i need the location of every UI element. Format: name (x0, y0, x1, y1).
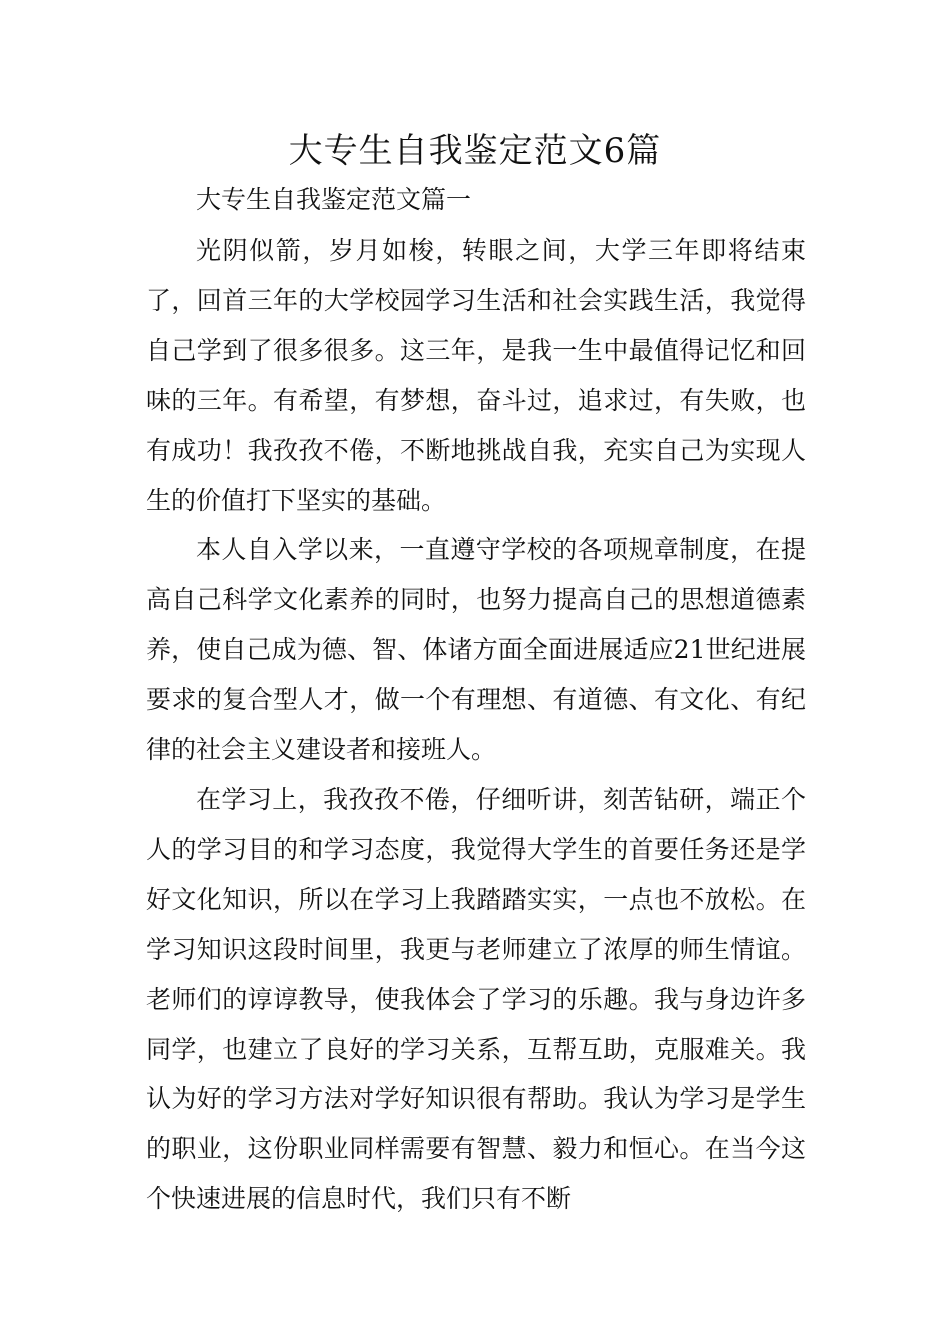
document-body (146, 226, 806, 1224)
document-title: 大专生自我鉴定范文6篇 (288, 131, 662, 171)
paragraph-2: 本人自入学以来，一直遵守学校的各项规章制度，在提高自己科学文化素养的同时，也努力提高自己的思想道德素养，使自己成为德、智、体诸方面全面进展适应21世纪进展要求的复合型人才，做一个有理想、有道德、有文化、有纪律的社会主义建设者和接班人。 (146, 535, 806, 765)
paragraph-1: 光阴似箭，岁月如梭，转眼之间，大学三年即将结束了，回首三年的大学校园学习生活和社会实践生活，我觉得自己学到了很多很多。这三年，是我一生中最值得记忆和回味的三年。有希望，有梦想，奋斗过，追求过，有失败，也有成功！我孜孜不倦，不断地挑战自我，充实自己为实现人生的价值打下坚实的基础。 (146, 236, 806, 515)
section-heading: 大专生自我鉴定范文篇一 (196, 185, 472, 214)
paragraph-3: 在学习上，我孜孜不倦，仔细听讲，刻苦钻研，端正个人的学习目的和学习态度，我觉得大学生的首要任务还是学好文化知识，所以在学习上我踏踏实实，一点也不放松。在学习知识这段时间里，我更与老师建立了浓厚的师生情谊。老师们的谆谆教导，使我体会了学习的乐趣。我与身边许多同学，也建立了良好的学习关系，互帮互助，克服难关。我认为好的学习方法对学好知识很有帮助。我认为学习是学生的职业，这份职业同样需要有智慧、毅力和恒心。在当今这个快速进展的信息时代，我们只有不断 (146, 784, 806, 1214)
